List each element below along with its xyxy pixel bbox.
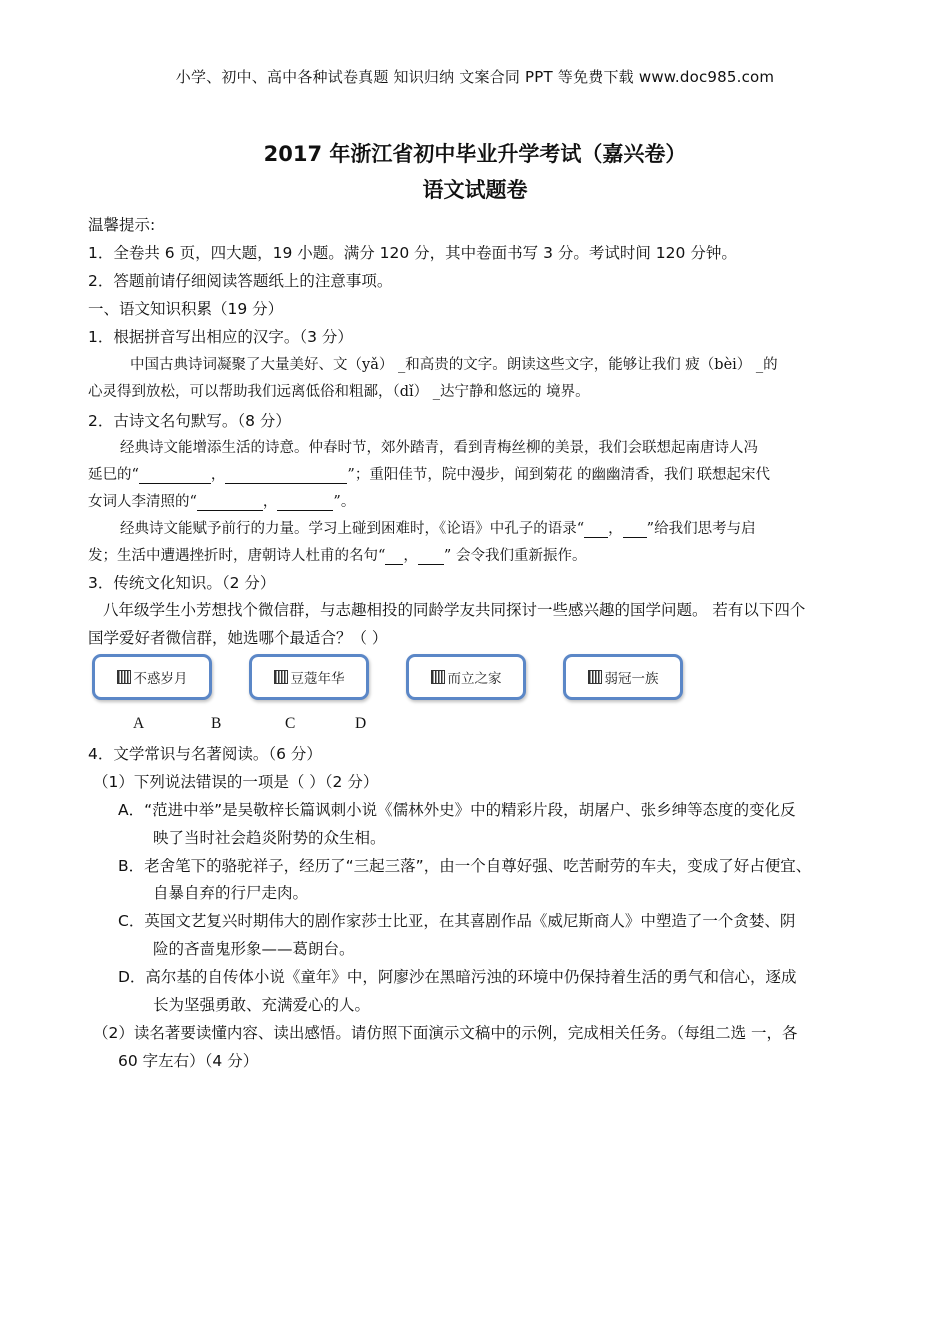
- exam-subtitle: 语文试题卷: [422, 178, 528, 202]
- group-name: 豆蔻年华: [290, 671, 345, 687]
- blank-comma: ，: [210, 467, 226, 483]
- question-4-sub2-cont: 60 字左右）（4 分）: [118, 1052, 259, 1070]
- wechat-group-a[interactable]: [92, 654, 212, 700]
- answer-blank[interactable]: [197, 494, 263, 511]
- text-segment: ”；重阳佳节，院中漫步，闻到菊花 的幽幽清香，我们 联想起宋代: [347, 467, 771, 483]
- qr-code-icon: [117, 670, 131, 684]
- wechat-group-b[interactable]: [249, 654, 369, 700]
- option-d-cont: 长为坚强勇敢、充满爱心的人。: [153, 996, 371, 1014]
- qr-code-icon: [431, 670, 445, 684]
- question-2-text: 经典诗文能增添生活的诗意。仲春时节，郊外踏青，看到青梅丝柳的美景，我们会联想起南唐诗人冯: [120, 440, 758, 456]
- text-segment: 发；生活中遭遇挫折时，唐朝诗人杜甫的名句“: [88, 548, 386, 564]
- option-letter: C: [285, 715, 296, 732]
- question-2-text: [120, 517, 756, 538]
- section-heading: 一、语文知识积累（19 分）: [88, 300, 284, 318]
- text-segment: 延巳的“: [88, 467, 139, 483]
- question-2-text: [88, 544, 586, 565]
- text-segment: 经典诗文能赋予前行的力量。学习上碰到困难时，《论语》中孔子的语录“: [120, 521, 585, 537]
- question-4-sub1: （1）下列说法错误的一项是（ ）（2 分）: [93, 773, 379, 791]
- blank-comma: ，: [608, 521, 623, 537]
- question-3-text: 国学爱好者微信群，她选哪个最适合？（ ）: [88, 629, 388, 647]
- option-c-cont: 险的吝啬鬼形象——葛朗台。: [153, 940, 355, 958]
- option-letter: A: [133, 715, 145, 732]
- option-b-cont: 自暴自弃的行尸走肉。: [153, 884, 309, 902]
- question-1-text: 心灵得到放松，可以帮助我们远离低俗和粗鄙，（dǐ） _达宁静和悠远的 境界。: [88, 384, 590, 400]
- question-3-title: 3．传统文化知识。（2 分）: [88, 574, 276, 592]
- question-4-sub2: （2）读名著要读懂内容、读出感悟。请仿照下面演示文稿中的示例，完成相关任务。（每组二选 一，各: [93, 1024, 798, 1042]
- group-name: 弱冠一族: [604, 671, 659, 687]
- option-c: C．英国文艺复兴时期伟大的剧作家莎士比亚，在其喜剧作品《威尼斯商人》中塑造了一个贪婪、阴: [118, 912, 796, 930]
- qr-code-icon: [274, 670, 288, 684]
- group-name: 不惑岁月: [133, 671, 188, 687]
- option-letter: B: [211, 715, 222, 732]
- question-2-text: [88, 490, 355, 511]
- question-4-title: 4．文学常识与名著阅读。（6 分）: [88, 745, 322, 763]
- option-b: B．老舍笔下的骆驼祥子，经历了“三起三落”，由一个自尊好强、吃苦耐劳的车夫，变成了好占便宜、: [118, 857, 812, 875]
- option-d: D．高尔基的自传体小说《童年》中，阿廖沙在黑暗污浊的环境中仍保持着生活的勇气和信心，逐成: [118, 968, 797, 986]
- answer-blank[interactable]: [584, 521, 608, 538]
- option-a: A．“范进中举”是吴敬梓长篇讽刺小说《儒林外史》中的精彩片段，胡屠户、张乡绅等态度的变化反: [118, 801, 796, 819]
- tip-item: 2．答题前请仔细阅读答题纸上的注意事项。: [88, 272, 393, 290]
- text-segment: ”给我们思考与启: [646, 521, 756, 537]
- option-letter: D: [355, 715, 367, 732]
- tips-label: 温馨提示:: [88, 216, 156, 234]
- question-1-text: 中国古典诗词凝聚了大量美好、文（yǎ） _和高贵的文字。朗读这些文字，能够让我们 疲（bèi） _的: [130, 357, 778, 373]
- answer-blank[interactable]: [225, 467, 347, 484]
- question-3-text: 八年级学生小芳想找个微信群，与志趣相投的同龄学友共同探讨一些感兴趣的国学问题。 若有以下四个: [103, 601, 806, 619]
- answer-blank[interactable]: [139, 467, 211, 484]
- question-2-title: 2．古诗文名句默写。（8 分）: [88, 412, 291, 430]
- answer-blank[interactable]: [418, 548, 444, 565]
- qr-code-icon: [588, 670, 602, 684]
- answer-blank[interactable]: [385, 548, 403, 565]
- question-2-text: [88, 463, 770, 484]
- wechat-group-c[interactable]: [406, 654, 526, 700]
- blank-comma: ，: [262, 494, 278, 510]
- group-name: 而立之家: [447, 671, 502, 687]
- blank-comma: ，: [403, 548, 418, 564]
- text-segment: ”。: [333, 494, 356, 510]
- tip-item: 1．全卷共 6 页，四大题，19 小题。满分 120 分，其中卷面书写 3 分。考试时间 120 分钟。: [88, 244, 737, 262]
- exam-title: 2017 年浙江省初中毕业升学考试（嘉兴卷）: [263, 142, 687, 166]
- wechat-group-d[interactable]: [563, 654, 683, 700]
- answer-blank[interactable]: [623, 521, 647, 538]
- answer-blank[interactable]: [277, 494, 333, 511]
- site-header: 小学、初中、高中各种试卷真题 知识归纳 文案合同 PPT 等免费下载 www.doc985.com: [175, 68, 775, 86]
- question-1-title: 1．根据拼音写出相应的汉字。（3 分）: [88, 328, 353, 346]
- option-a-cont: 映了当时社会趋炎附势的众生相。: [153, 829, 386, 847]
- text-segment: 女词人李清照的“: [88, 494, 197, 510]
- text-segment: ” 会令我们重新振作。: [443, 548, 587, 564]
